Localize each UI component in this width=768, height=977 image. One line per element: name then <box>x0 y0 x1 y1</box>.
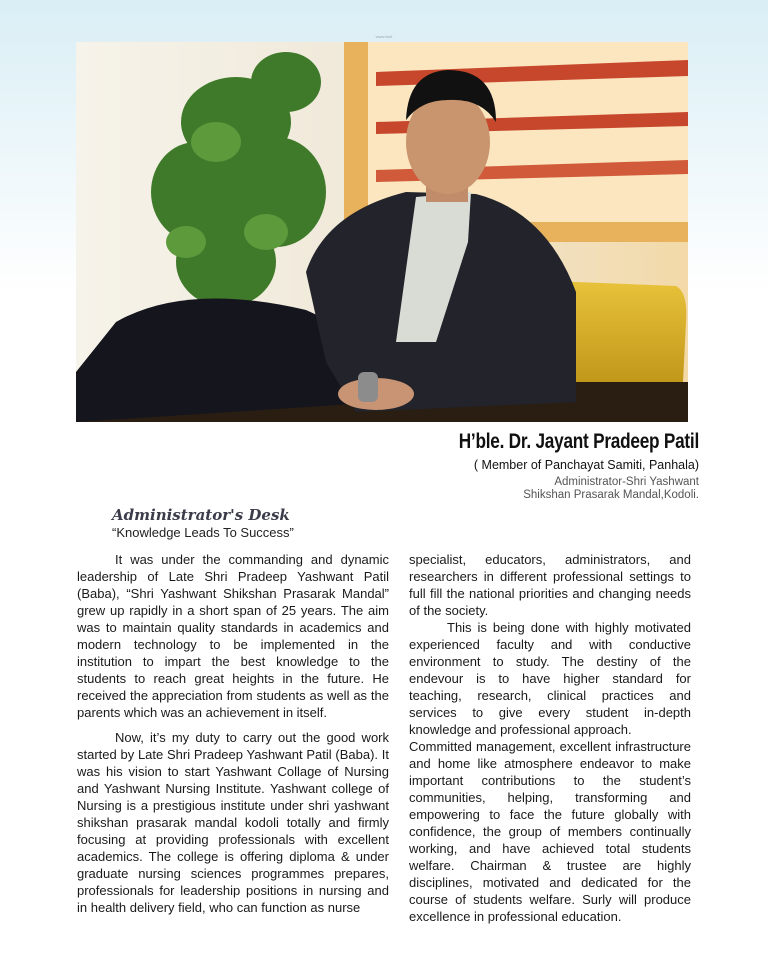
section-title: Administrator's Desk <box>112 506 290 524</box>
paragraph-4: This is being done with highly motivated experienced faculty and with conductive environment to study. The destiny of the endevour is to have higher standard for teaching, research, clinical practices and services to give every student in-depth knowledge and professional approach. <box>409 620 691 737</box>
paragraph-5: Committed management, excellent infrastructure and home like atmosphere endeavor to make important contributions to the student’s communities, helping, transforming and empowering to face the future globally with confidence, the group of members continually working, and have achieved total students welfare. Chairman & trustee are highly disciplines, motivated and dedicated for the course of students welfare. Surly will produce excellence in professional education. <box>409 739 691 924</box>
right-column <box>409 551 691 925</box>
paragraph-1: It was under the commanding and dynamic leadership of Late Shri Pradeep Yashwant Patil (Baba), “Shri Yashwant Shikshan Prasarak Mandal” grew up rapidly in a short span of 25 years. The aim was to maintain quality standards in academics and modern technology to be implemented in the institution to impart the best knowledge to the students to reach great heights in the future. He received the appreciation from students as well as the parents which was an achievement in itself. <box>77 552 389 720</box>
paragraph-3: specialist, educators, administrators, and researchers in different professional settings to full fill the national priorities and changing needs of the society. <box>409 552 691 618</box>
header-mark: www.lsnit <box>375 34 393 39</box>
profile-block <box>406 430 699 502</box>
profile-admin-line1: Administrator-Shri Yashwant <box>554 476 699 488</box>
portrait-photo <box>76 42 688 422</box>
portrait-illustration <box>76 42 688 422</box>
left-column <box>77 551 389 916</box>
profile-admin-line2: Shikshan Prasarak Mandal,Kodoli. <box>523 489 699 501</box>
profile-member: ( Member of Panchayat Samiti, Panhala) <box>473 458 699 472</box>
section-subtitle: “Knowledge Leads To Success” <box>112 525 294 540</box>
paragraph-2: Now, it’s my duty to carry out the good work started by Late Shri Pradeep Yashwant Patil (Baba). It was his vision to start Yashwant Collage of Nursing and Yashwant Nursing Institute. Yashwant college of Nursing is a prestigious institute under shri yashwant shikshan prasarak mandal kodoli totally and firmly focusing at providing professionals with excellent academics. The college is offering diploma & under graduate nursing sciences programmes prepares, professionals for leadership positions in nursing and in health delivery field, who can function as nurse <box>77 730 389 915</box>
profile-name: H’ble. Dr. Jayant Pradeep Patil <box>458 430 699 453</box>
